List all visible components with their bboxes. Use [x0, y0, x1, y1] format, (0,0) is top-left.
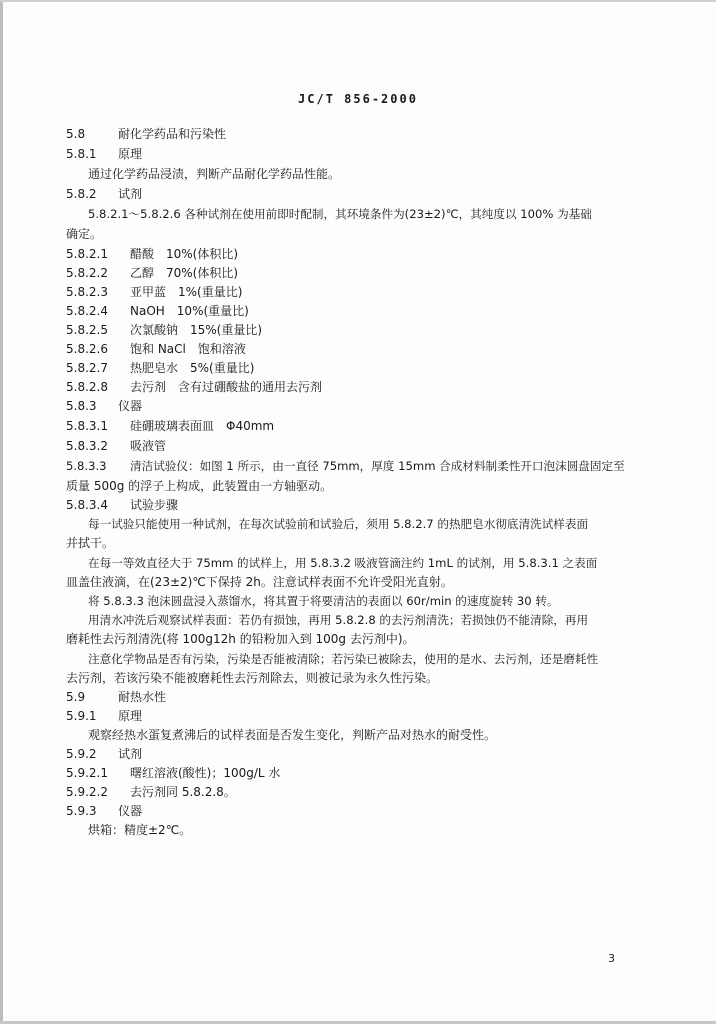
item-number: 5.8.3.2	[66, 439, 108, 453]
item-number: 5.8.2.7	[66, 361, 108, 375]
paragraph-line: 每一试验只能使用一种试剂，在每次试验前和试验后，须用 5.8.2.7 的热肥皂水彻底清洗试样表面	[88, 517, 589, 531]
paragraph-line: 皿盖住液滴，在(23±2)℃下保持 2h。注意试样表面不允许受阳光直射。	[66, 575, 453, 589]
section-heading	[66, 186, 142, 202]
section-number: 5.8.1	[66, 147, 97, 161]
section-heading	[66, 746, 142, 762]
section-title: 耐热水性	[118, 690, 167, 704]
list-item	[66, 497, 178, 513]
section-title: 试剂	[118, 747, 143, 761]
paragraph-line: 质量 500g 的浮子上构成，此装置由一方轴驱动。	[66, 479, 333, 493]
section-number: 5.8.2	[66, 187, 97, 201]
paragraph-line: 用清水冲洗后观察试样表面：若仍有损蚀，再用 5.8.2.8 的去污剂清洗；若损蚀仍不能清除，再用	[88, 613, 589, 627]
list-item	[66, 360, 254, 376]
item-number: 5.8.2.6	[66, 342, 108, 356]
item-number: 5.9.2.2	[66, 785, 108, 799]
paragraph-line: 在每一等效直径大于 75mm 的试样上，用 5.8.3.2 吸液管滴注约 1mL 的试剂，用 5.8.3.1 之表面	[88, 556, 598, 570]
section-title: 试剂	[118, 187, 143, 201]
item-text: 乙醇 70%(体积比)	[130, 266, 239, 280]
item-text: 去污剂 含有过硼酸盐的通用去污剂	[130, 380, 323, 394]
item-number: 5.8.2.1	[66, 247, 108, 261]
item-number: 5.8.3.1	[66, 419, 108, 433]
scan-edge-top	[0, 0, 716, 2]
list-item	[66, 341, 246, 357]
paragraph-line: 通过化学药品浸渍，判断产品耐化学药品性能。	[88, 167, 341, 181]
item-text: 清洁试验仪：如图 1 所示，由一直径 75mm，厚度 15mm 合成材料制柔性开口泡沫圆盘固定至	[130, 459, 625, 473]
section-heading	[66, 708, 142, 724]
section-heading	[66, 803, 142, 819]
page-number: 3	[608, 952, 615, 965]
item-text: 热肥皂水 5%(重量比)	[130, 361, 255, 375]
list-item	[66, 418, 274, 434]
item-text: 试验步骤	[130, 498, 179, 512]
section-title: 原理	[118, 147, 143, 161]
item-number: 5.8.3.4	[66, 498, 108, 512]
list-item	[66, 765, 280, 781]
item-number: 5.8.2.5	[66, 323, 108, 337]
paragraph-line: 并拭干。	[66, 536, 115, 550]
item-text: 硅硼玻璃表面皿 Φ40mm	[130, 419, 275, 433]
paragraph-line: 将 5.8.3.3 泡沫圆盘浸入蒸馏水，将其置于将要清洁的表面以 60r/min 的速度旋转 30 转。	[88, 594, 559, 608]
item-text: NaOH 10%(重量比)	[130, 304, 249, 318]
section-number: 5.9	[66, 690, 86, 704]
section-heading	[66, 689, 166, 705]
item-text: 亚甲蓝 1%(重量比)	[130, 285, 243, 299]
paragraph-line: 观察经热水蛋复煮沸后的试样表面是否发生变化，判断产品对热水的耐受性。	[88, 728, 497, 742]
item-number: 5.8.2.3	[66, 285, 108, 299]
section-heading	[66, 126, 226, 142]
section-number: 5.9.2	[66, 747, 97, 761]
list-item	[66, 246, 238, 262]
paragraph-line: 5.8.2.1～5.8.2.6 各种试剂在使用前即时配制，其环境条件为(23±2)℃，其纯度以 100% 为基础	[88, 207, 592, 221]
list-item	[66, 379, 322, 395]
section-number: 5.8	[66, 127, 86, 141]
paragraph-line: 去污剂，若该污染不能被磨耗性去污剂除去，则被记录为永久性污染。	[66, 671, 439, 685]
section-title: 耐化学药品和污染性	[118, 127, 227, 141]
paragraph-line: 确定。	[66, 227, 103, 241]
section-heading	[66, 146, 142, 162]
item-number: 5.8.2.8	[66, 380, 108, 394]
scan-edge-left	[0, 0, 3, 1024]
item-text: 醋酸 10%(体积比)	[130, 247, 239, 261]
item-number: 5.8.2.2	[66, 266, 108, 280]
item-number: 5.9.2.1	[66, 766, 108, 780]
paragraph-line: 磨耗性去污剂清洗(将 100g12h 的铅粉加入到 100g 去污剂中)。	[66, 632, 415, 646]
section-number: 5.8.3	[66, 399, 97, 413]
list-item	[66, 784, 236, 800]
list-item	[66, 322, 262, 338]
list-item	[66, 438, 166, 454]
section-title: 仪器	[118, 399, 143, 413]
item-text: 饱和 NaCl 饱和溶液	[130, 342, 246, 356]
paragraph-line: 烘箱：精度±2℃。	[88, 823, 192, 837]
item-text: 吸液管	[130, 439, 167, 453]
section-number: 5.9.3	[66, 804, 97, 818]
item-text: 次氯酸钠 15%(重量比)	[130, 323, 263, 337]
section-title: 仪器	[118, 804, 143, 818]
paragraph-line: 注意化学物品是否有污染，污染是否能被清除；若污染已被除去，使用的是水、去污剂，还是磨耗性	[88, 652, 599, 666]
item-number: 5.8.3.3	[66, 459, 107, 473]
standard-header: JC/T 856-2000	[298, 92, 418, 106]
list-item	[66, 303, 249, 319]
list-item	[66, 265, 238, 281]
item-text: 去污剂同 5.8.2.8。	[130, 785, 236, 799]
item-text: 曙红溶液(酸性)；100g/L 水	[130, 766, 281, 780]
list-item	[66, 284, 242, 300]
item-number: 5.8.2.4	[66, 304, 108, 318]
section-number: 5.9.1	[66, 709, 97, 723]
section-title: 原理	[118, 709, 143, 723]
list-item	[66, 458, 625, 474]
section-heading	[66, 398, 142, 414]
